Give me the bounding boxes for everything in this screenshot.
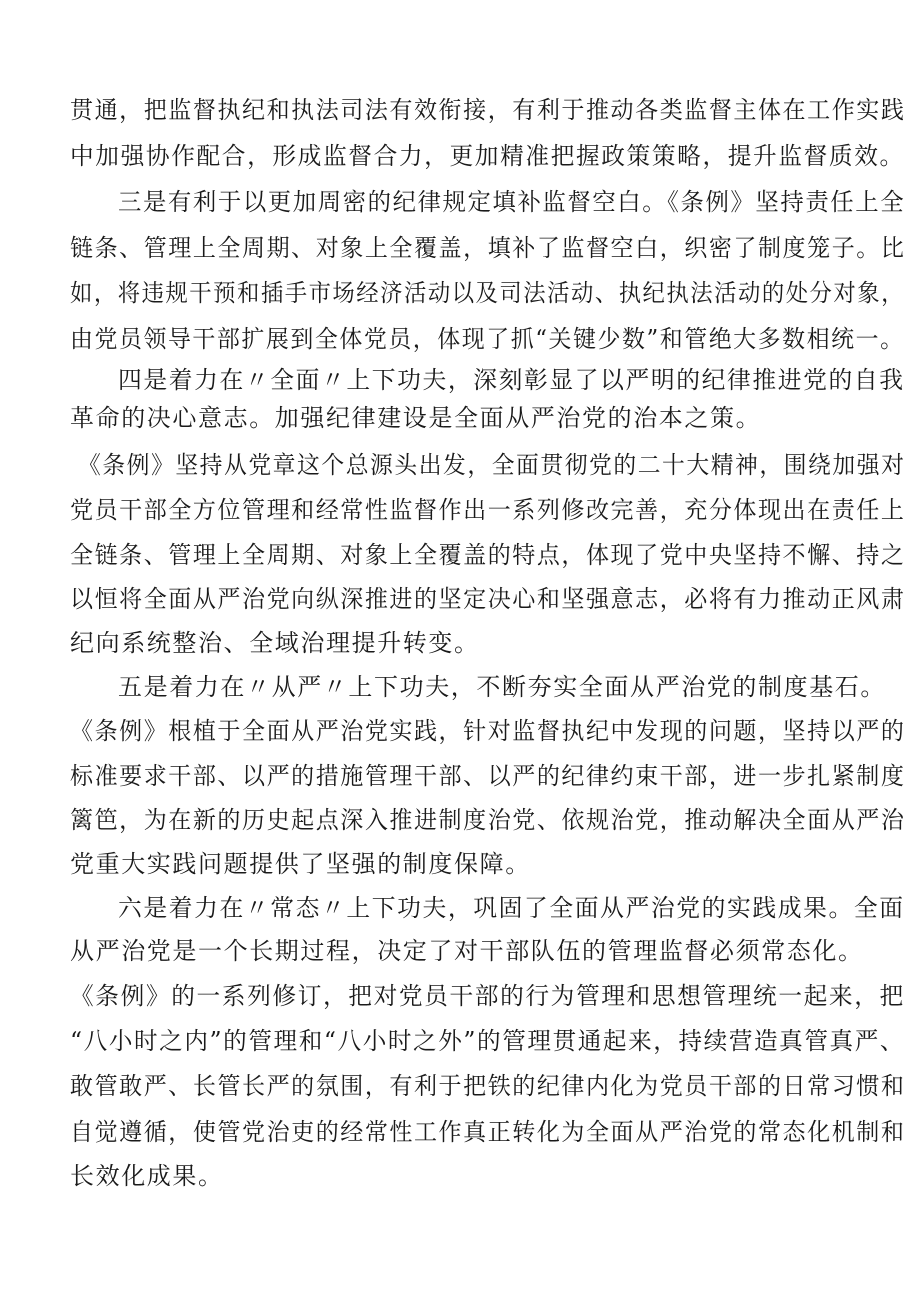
text-line: 自觉遵循，使管党治吏的经常性工作真正转化为全面从严治党的常态化机制和	[70, 1118, 906, 1146]
text-line: 如，将违规干预和插手市场经济活动以及司法活动、执纪执法活动的处分对象，	[70, 279, 905, 307]
text-line: 篱笆，为在新的历史起点深入推进制度治党、依规治党，推动解决全面从严治	[70, 806, 906, 834]
text-line: 《条例》的一系列修订，把对党员干部的行为管理和思想管理统一起来，把	[70, 982, 905, 1010]
text-line: 全链条、管理上全周期、对象上全覆盖的特点，体现了党中央坚持不懈、持之	[70, 541, 906, 569]
text-line: 中加强协作配合，形成监督合力，更加精准把握政策策略，提升监督质效。	[70, 142, 905, 170]
text-line: “八小时之内”的管理和“八小时之外”的管理贯通起来，持续营造真管真严、	[70, 1027, 906, 1055]
text-line: 以恒将全面从严治党向纵深推进的坚定决心和坚强意志，必将有力推动正风肃	[70, 585, 906, 613]
text-line: 《条例》根植于全面从严治党实践，针对监督执纪中发现的问题，坚持以严的	[70, 717, 906, 745]
text-line: 从严治党是一个长期过程，决定了对干部队伍的管理监督必须常态化。	[70, 937, 864, 965]
text-line: 党员干部全方位管理和经常性监督作出一系列修改完善，充分体现出在责任上	[70, 496, 906, 524]
text-line: 由党员领导干部扩展到全体党员，体现了抓“关键少数”和管绝大多数相统一。	[70, 325, 905, 353]
text-line: 标准要求干部、以严的措施管理干部、以严的纪律约束干部，进一步扎紧制度	[70, 762, 906, 790]
text-line: 四是着力在〃全面〃上下功夫，深刻彰显了以严明的纪律推进党的自我	[118, 366, 905, 394]
text-line: 革命的决心意志。加强纪律建设是全面从严治党的治本之策。	[70, 404, 762, 432]
text-line: 六是着力在〃常态〃上下功夫，巩固了全面从严治党的实践成果。全面	[118, 894, 905, 922]
text-line: 三是有利于以更加周密的纪律规定填补监督空白。《条例》坚持责任上全	[118, 188, 906, 216]
text-line: 纪向系统整治、全域治理提升转变。	[70, 629, 480, 657]
text-line: 五是着力在〃从严〃上下功夫，不断夯实全面从严治党的制度基石。	[118, 673, 886, 701]
text-line: 敢管敢严、长管长严的氛围，有利于把铁的纪律内化为党员干部的日常习惯和	[70, 1072, 906, 1100]
text-line: 贯通，把监督执纪和执法司法有效衔接，有利于推动各类监督主体在工作实践	[70, 96, 906, 124]
text-line: 党重大实践问题提供了坚强的制度保障。	[70, 850, 531, 878]
text-line: 链条、管理上全周期、对象上全覆盖，填补了监督空白，织密了制度笼子。比	[70, 234, 906, 262]
text-line: 长效化成果。	[70, 1162, 224, 1190]
text-line: 《条例》坚持从党章这个总源头出发，全面贯彻党的二十大精神，围绕加强对	[78, 451, 906, 479]
